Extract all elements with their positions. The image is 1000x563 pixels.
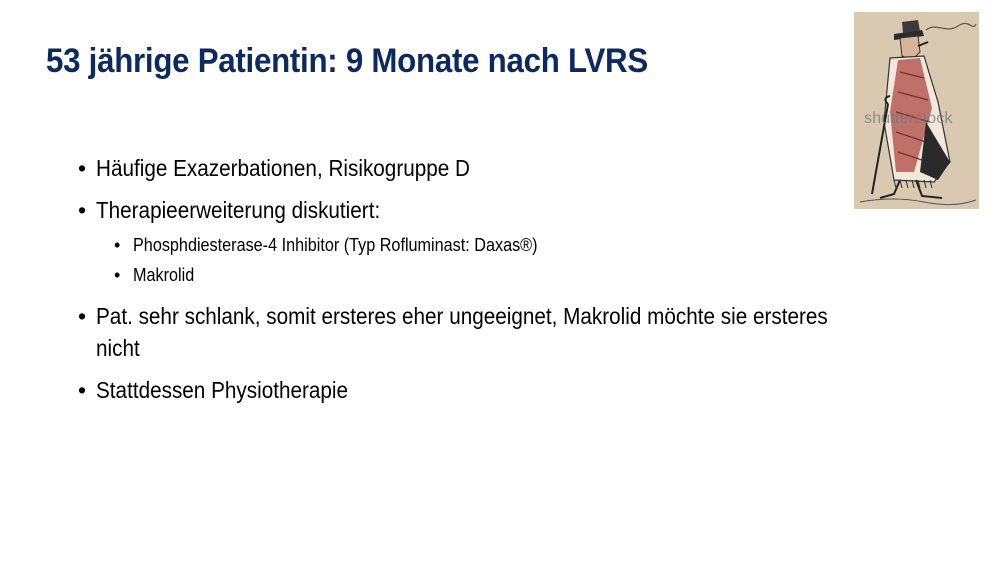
sub-bullet-item (114, 230, 878, 260)
bullet-item (78, 374, 878, 406)
bullet-text: Pat. sehr schlank, somit ersteres eher ungeeignet, Makrolid möchte sie ersteres nicht (96, 303, 828, 361)
sub-bullet-item (114, 260, 878, 290)
bullet-item (78, 300, 878, 364)
bullet-text: Therapieerweiterung diskutiert: (96, 197, 381, 223)
sub-bullet-list (96, 230, 878, 290)
bullet-item (78, 152, 878, 184)
page-title: 53 jährige Patientin: 9 Monate nach LVRS (46, 42, 648, 80)
bullet-text: Häufige Exazerbationen, Risikogruppe D (96, 155, 470, 181)
sub-bullet-text: Makrolid (133, 265, 195, 285)
bullet-list (78, 152, 878, 416)
bullet-item (78, 194, 878, 290)
sub-bullet-text: Phosphdiesterase-4 Inhibitor (Typ Rofluminast: Daxas®) (133, 235, 538, 255)
watermark: shutterstock (864, 110, 953, 127)
bullet-text: Stattdessen Physiotherapie (96, 377, 349, 403)
